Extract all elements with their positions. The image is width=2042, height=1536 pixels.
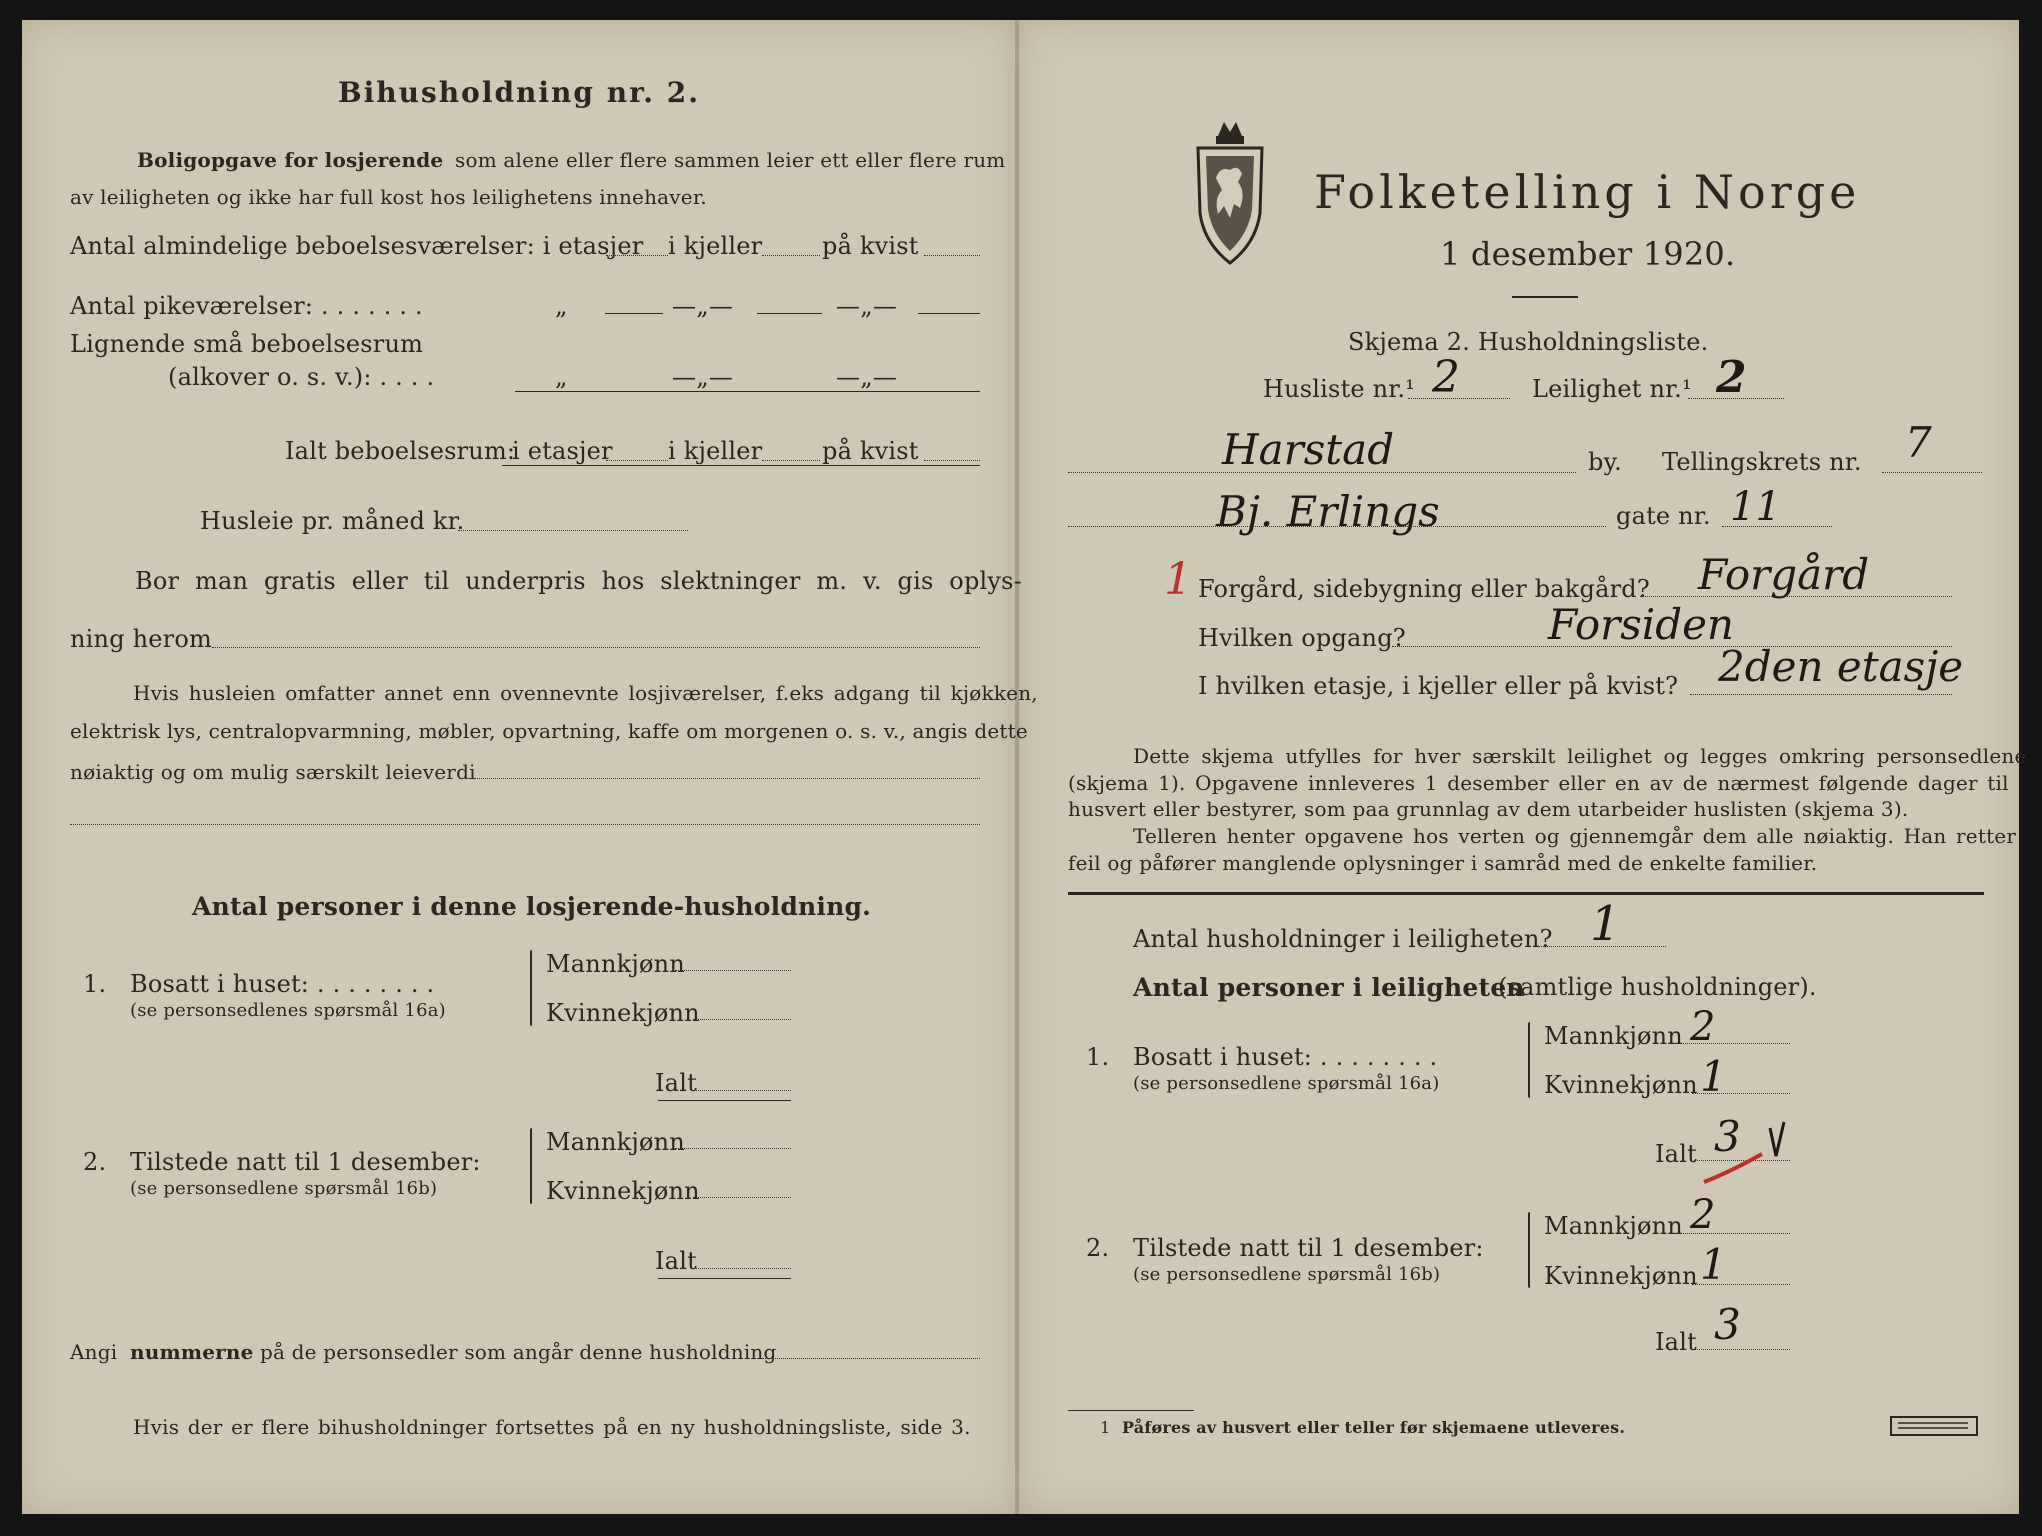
persons-heading-rest: (samtlige husholdninger). xyxy=(1498,973,1817,1001)
extras-line-b[interactable] xyxy=(70,824,980,825)
intro-rest: som alene eller flere sammen leier ett eller flere rum xyxy=(455,148,1006,172)
husliste-value: 2 xyxy=(1432,352,1460,403)
lignende-ditto-2: —„— xyxy=(672,363,734,391)
right-q1-kvinne-value: 1 xyxy=(1700,1052,1727,1101)
right-q2-number: 2. xyxy=(1086,1234,1110,1262)
right-q2-ialt-line[interactable] xyxy=(1694,1349,1790,1350)
left-q2-kvinne-line[interactable] xyxy=(693,1197,791,1198)
forgaard-value: Forgård xyxy=(1698,550,1870,599)
etasje-label: I hvilken etasje, i kjeller eller på kvist? xyxy=(1198,672,1679,700)
right-q2-ialt-value: 3 xyxy=(1714,1300,1741,1349)
right-q1-mann-label: Mannkjønn xyxy=(1544,1022,1683,1050)
hush-label: Antal husholdninger i leiligheten? xyxy=(1133,925,1553,953)
right-q2-ialt-label: Ialt xyxy=(1655,1328,1697,1356)
right-q1-ialt-value: 3 xyxy=(1714,1112,1741,1161)
right-q2-kvinne-value: 1 xyxy=(1700,1240,1727,1289)
right-q1-number: 1. xyxy=(1086,1043,1110,1071)
left-title: Bihusholdning nr. 2. xyxy=(338,76,700,109)
husleie-line[interactable] xyxy=(458,530,688,531)
left-q1-ialt-underline xyxy=(658,1100,791,1101)
left-q1-number: 1. xyxy=(83,970,107,998)
opgang-value: Forsiden xyxy=(1548,600,1734,649)
pike-label: Antal pikeværelser: . . . . . . . xyxy=(70,292,423,320)
pike-ditto-2: —„— xyxy=(672,292,734,320)
gate-label: gate nr. xyxy=(1616,502,1711,530)
rooms-etasjer-line[interactable] xyxy=(606,255,668,256)
tellingskrets-value: 7 xyxy=(1905,418,1932,467)
left-q2-brace xyxy=(530,1128,532,1204)
right-q2-brace xyxy=(1528,1212,1530,1288)
left-q1-ialt-line[interactable] xyxy=(694,1090,791,1091)
ialt-kjeller-line[interactable] xyxy=(762,460,820,461)
husliste-label: Husliste nr.¹ xyxy=(1263,375,1415,403)
ialt-kjeller-label: i kjeller xyxy=(668,437,763,465)
ialt-kvist-label: på kvist xyxy=(822,437,919,465)
left-q1-mann-label: Mannkjønn xyxy=(546,950,685,978)
rooms-kvist-line[interactable] xyxy=(924,255,980,256)
left-q2-kvinne-label: Kvinnekjønn xyxy=(546,1177,700,1205)
left-q1-kvinne-label: Kvinnekjønn xyxy=(546,999,700,1027)
right-q1-label: Bosatt i huset: . . . . . . . . xyxy=(1133,1043,1438,1071)
pike-line-1[interactable] xyxy=(605,313,663,314)
coat-of-arms-icon xyxy=(1190,118,1270,268)
by-label: by. xyxy=(1588,448,1622,476)
ialt-etasjer-label: i etasjer xyxy=(512,437,613,465)
street-value: Bj. Erlings xyxy=(1216,487,1440,536)
footnote-rule xyxy=(1068,1410,1194,1411)
left-q2-sub: (se personsedlene spørsmål 16b) xyxy=(130,1178,438,1199)
right-title: Folketelling i Norge xyxy=(1314,165,1861,219)
opgang-label: Hvilken opgang? xyxy=(1198,624,1406,652)
left-q1-brace xyxy=(530,950,532,1026)
left-q1-kvinne-line[interactable] xyxy=(693,1019,791,1020)
left-q2-mann-line[interactable] xyxy=(675,1148,791,1149)
right-q2-mann-value: 2 xyxy=(1690,1192,1716,1238)
census-date: 1 desember 1920. xyxy=(1440,235,1736,273)
city-line[interactable] xyxy=(1068,472,1576,473)
right-q1-mann-value: 2 xyxy=(1690,1004,1716,1050)
left-q2-number: 2. xyxy=(83,1148,107,1176)
rooms-kjeller-line[interactable] xyxy=(762,255,820,256)
extras-line[interactable] xyxy=(466,778,980,779)
red-check-mark xyxy=(1700,1116,1790,1188)
left-footer: Hvis der er flere bihusholdninger fortsettes på en ny husholdningsliste, side 3. xyxy=(133,1415,971,1439)
instructions-line-3: husvert eller bestyrer, som paa grunnlag av dem utarbeider huslisten (skjema 3). xyxy=(1068,797,1909,821)
instructions-line-1: Dette skjema utfylles for hver særskilt leilighet og legges omkring personsedlene xyxy=(1133,744,2027,768)
skjema-label: Skjema 2. Husholdningsliste. xyxy=(1348,328,1709,356)
instructions-line-2: (skjema 1). Opgavene innleveres 1 desember eller en av de nærmest følgende dager til xyxy=(1068,771,2009,795)
lignende-underline xyxy=(515,391,980,392)
left-q2-ialt-underline xyxy=(658,1278,791,1279)
pike-ditto: „ xyxy=(555,292,568,320)
persons-heading-bold: Antal personer i leiligheten xyxy=(1133,973,1525,1002)
extras-line-2: elektrisk lys, centralopvarmning, møbler, opvartning, kaffe om morgenen o. s. v., angis dette xyxy=(70,719,1028,743)
right-q2-kvinne-label: Kvinnekjønn xyxy=(1544,1262,1698,1290)
instructions-rule xyxy=(1068,892,1984,895)
gratis-line-1: Bor man gratis eller til underpris hos slektninger m. v. gis oplys- xyxy=(135,567,1022,595)
left-q2-label: Tilstede natt til 1 desember: xyxy=(130,1148,481,1176)
right-q1-sub: (se personsedlene spørsmål 16a) xyxy=(1133,1073,1440,1094)
etasje-line[interactable] xyxy=(1690,694,1952,695)
lignende-label-1: Lignende små beboelsesrum xyxy=(70,330,424,358)
husleie-label: Husleie pr. måned kr. xyxy=(200,507,465,535)
footnote-number: 1 xyxy=(1100,1418,1111,1437)
lignende-ditto-3: —„— xyxy=(836,363,898,391)
right-q1-kvinne-label: Kvinnekjønn xyxy=(1544,1071,1698,1099)
left-q1-sub: (se personsedlenes spørsmål 16a) xyxy=(130,1000,446,1021)
angi-line[interactable] xyxy=(754,1358,980,1359)
hush-value: 1 xyxy=(1590,896,1621,952)
left-q2-ialt-line[interactable] xyxy=(694,1268,791,1269)
tellingskrets-line[interactable] xyxy=(1882,472,1982,473)
extras-line-1: Hvis husleien omfatter annet enn ovennevnte losjiværelser, f.eks adgang til kjøkken, xyxy=(133,681,1038,705)
ialt-underline xyxy=(502,465,980,466)
leilighet-value: 2 xyxy=(1716,352,1747,403)
rooms-label: Antal almindelige beboelsesværelser: i etasjer xyxy=(70,232,644,260)
margin-mark: 1 xyxy=(1164,554,1192,605)
leilighet-label: Leilighet nr.¹ xyxy=(1532,375,1692,403)
city-value: Harstad xyxy=(1222,425,1395,474)
street-line[interactable] xyxy=(1068,526,1606,527)
footnote-text: Påføres av husvert eller teller før skjemaene utleveres. xyxy=(1122,1418,1626,1437)
instructions-line-4: Telleren henter opgavene hos verten og gjennemgår dem alle nøiaktig. Han retter xyxy=(1133,824,2017,848)
right-q1-brace xyxy=(1528,1022,1530,1098)
rooms-kvist-label: på kvist xyxy=(822,232,919,260)
lignende-ditto: „ xyxy=(555,363,568,391)
instructions-line-5: feil og påfører manglende oplysninger i samråd med de enkelte familier. xyxy=(1068,851,1818,875)
left-q1-label: Bosatt i huset: . . . . . . . . xyxy=(130,970,435,998)
pike-line-2[interactable] xyxy=(757,313,822,314)
left-q2-ialt-label: Ialt xyxy=(655,1247,697,1275)
left-q2-mann-label: Mannkjønn xyxy=(546,1128,685,1156)
angi-bold: nummerne xyxy=(130,1340,254,1364)
lignende-label-2: (alkover o. s. v.): . . . . xyxy=(168,363,435,391)
intro-line-2: av leiligheten og ikke har full kost hos leilighetens innehaver. xyxy=(70,185,707,209)
rooms-kjeller-label: i kjeller xyxy=(668,232,763,260)
pike-ditto-3: —„— xyxy=(836,292,898,320)
tellingskrets-label: Tellingskrets nr. xyxy=(1662,448,1862,476)
gratis-line-2: ning herom xyxy=(70,625,212,653)
angi-post: på de personsedler som angår denne husholdning xyxy=(260,1340,777,1364)
forgaard-label: Forgård, sidebygning eller bakgård? xyxy=(1198,575,1650,603)
angi-pre: Angi xyxy=(70,1340,118,1364)
right-q2-sub: (se personsedlene spørsmål 16b) xyxy=(1133,1264,1441,1285)
printer-stamp xyxy=(1890,1416,1978,1436)
intro-bold: Boligopgave for losjerende xyxy=(137,148,444,172)
extras-line-3: nøiaktig og om mulig særskilt leieverdi xyxy=(70,760,476,784)
title-rule xyxy=(1512,296,1578,298)
right-q2-mann-label: Mannkjønn xyxy=(1544,1212,1683,1240)
right-q1-ialt-label: Ialt xyxy=(1655,1140,1697,1168)
left-q1-mann-line[interactable] xyxy=(675,970,791,971)
left-q1-ialt-label: Ialt xyxy=(655,1069,697,1097)
ialt-kvist-line[interactable] xyxy=(924,460,980,461)
ialt-rooms-label: Ialt beboelsesrum: xyxy=(285,437,516,465)
pike-line-3[interactable] xyxy=(918,313,980,314)
gate-value: 11 xyxy=(1730,484,1781,530)
gratis-line[interactable] xyxy=(212,647,980,648)
right-q2-label: Tilstede natt til 1 desember: xyxy=(1133,1234,1484,1262)
etasje-value: 2den etasje xyxy=(1718,642,1964,691)
left-persons-heading: Antal personer i denne losjerende-husholdning. xyxy=(192,892,872,921)
ialt-etasjer-line[interactable] xyxy=(606,460,668,461)
